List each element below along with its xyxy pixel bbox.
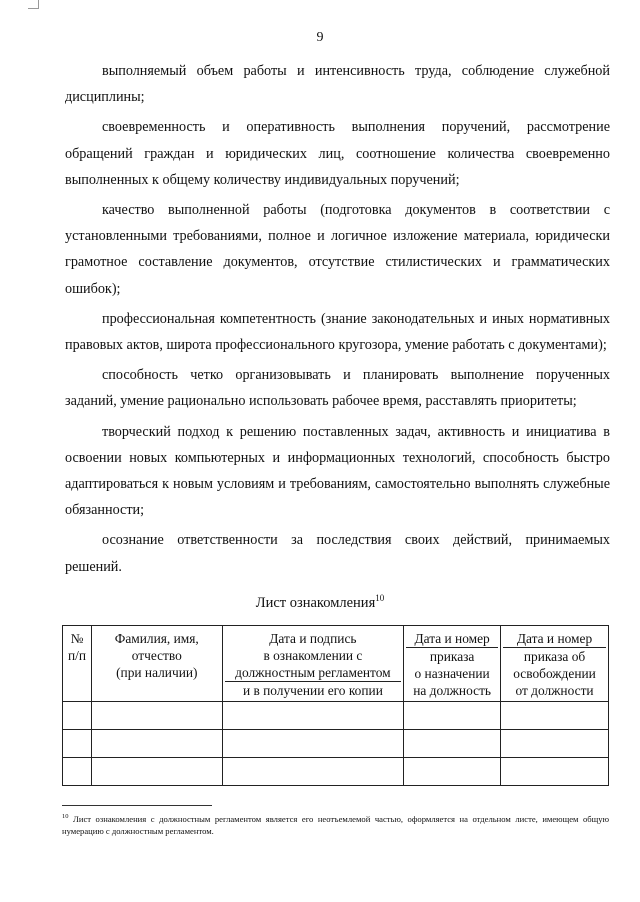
paragraph: способность четко организовывать и планировать выполнение порученных заданий, умение рационально использовать рабочее время, расставлять приоритеты; <box>65 367 610 410</box>
page-number: 9 <box>316 30 324 45</box>
table-cell <box>222 730 404 758</box>
header-line: отчество <box>131 648 182 663</box>
paragraph: качество выполненной работы (подготовка документов в соответствии с установленными требованиями, полное и логичное изложение материала, юридически грамотное составление документов, отсутствие стилистических и грамматических ошибок); <box>65 202 610 297</box>
table-cell <box>63 758 92 786</box>
paragraph: выполняемый объем работы и интенсивность труда, соблюдение служебной дисциплины; <box>65 63 610 106</box>
table-cell <box>404 758 501 786</box>
table-cell <box>404 702 501 730</box>
header-signature-date <box>222 626 404 702</box>
table-header-row <box>63 626 609 702</box>
footnote-text: Лист ознакомления с должностным регламентом является его неотъемлемой частью, оформляется на отдельном листе, имеющем общую нумерацию с должностным регламентом. <box>62 813 609 836</box>
header-line: должностным регламентом <box>225 664 402 682</box>
header-line: от должности <box>515 683 594 698</box>
body-text <box>65 58 610 584</box>
footnote-divider <box>62 805 212 806</box>
sheet-title <box>0 593 640 612</box>
header-appointment-order <box>404 626 501 702</box>
header-full-name <box>91 626 222 702</box>
table-cell <box>404 730 501 758</box>
header-line: № <box>70 631 84 646</box>
table-cell <box>501 758 609 786</box>
table-row <box>63 702 609 730</box>
table-cell <box>501 730 609 758</box>
header-line: приказа <box>429 649 475 664</box>
scan-corner-mark <box>28 0 39 9</box>
header-dismissal-order <box>501 626 609 702</box>
header-line: (при наличии) <box>116 665 198 680</box>
table-cell <box>91 730 222 758</box>
paragraph: осознание ответственности за последствия своих действий, принимаемых решений. <box>65 532 610 575</box>
table-row <box>63 758 609 786</box>
header-line: в ознакомлении с <box>263 648 363 663</box>
header-line: на должность <box>413 683 492 698</box>
footnote-number: 10 <box>62 813 69 820</box>
header-number <box>63 626 92 702</box>
paragraph: творческий подход к решению поставленных задач, активность и инициатива в освоении новых компьютерных и информационных технологий, способность быстро адаптироваться к новым условиям и требованиям, самостоятельно выполнять служебные обязанности; <box>65 423 610 519</box>
header-line: и в получении его копии <box>242 683 383 698</box>
header-line: Дата и номер <box>503 630 606 648</box>
table-cell <box>91 758 222 786</box>
header-line: о назначении <box>414 666 490 681</box>
table-cell <box>91 702 222 730</box>
footnote <box>62 811 609 837</box>
table-cell <box>63 730 92 758</box>
sheet-title-text: Лист ознакомления <box>255 594 376 611</box>
header-line: освобождении <box>513 666 596 681</box>
table-cell <box>222 758 404 786</box>
header-line: приказа об <box>523 649 586 664</box>
header-line: п/п <box>67 648 86 663</box>
acknowledgment-table <box>62 625 609 786</box>
header-line: Дата и номер <box>406 630 498 648</box>
table-cell <box>501 702 609 730</box>
header-line: Фамилия, имя, <box>114 631 199 646</box>
header-line: Дата и подпись <box>269 631 357 646</box>
table-cell <box>63 702 92 730</box>
paragraph: профессиональная компетентность (знание законодательных и иных нормативных правовых актов, широта профессионального кругозора, умение работать с документами); <box>65 310 610 354</box>
paragraph: своевременность и оперативность выполнения поручений, рассмотрение обращений граждан и юридических лиц, соотношение количества своевременно выполненных к общему количеству индивидуальных поручений; <box>65 119 610 188</box>
footnote-ref: 10 <box>375 593 385 603</box>
table-cell <box>222 702 404 730</box>
table-row <box>63 730 609 758</box>
